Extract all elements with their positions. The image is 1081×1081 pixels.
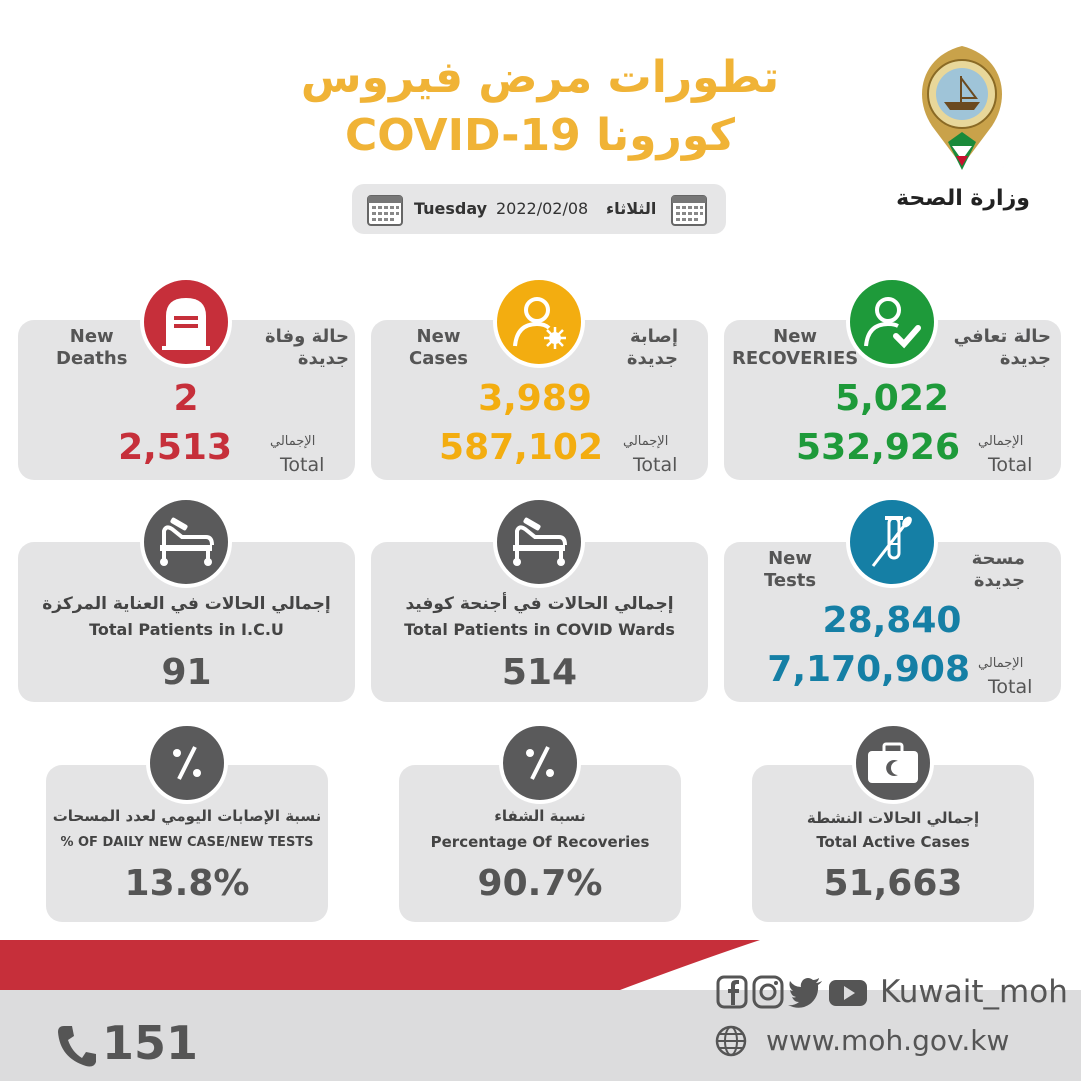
icu-label-en: Total Patients in I.C.U bbox=[89, 620, 284, 639]
date-bar bbox=[352, 184, 726, 234]
twitter-icon[interactable] bbox=[788, 975, 824, 1009]
calendar-icon bbox=[670, 191, 708, 227]
label-ar-line1: إصابة bbox=[630, 326, 678, 347]
label-en-line1: New bbox=[416, 326, 461, 347]
total-label-en: Total bbox=[988, 676, 1033, 698]
facebook-icon[interactable] bbox=[716, 975, 748, 1009]
total-label-ar: الإجمالي bbox=[978, 656, 1024, 671]
label-ar-line1: مسحة bbox=[971, 548, 1025, 569]
label-ar-line2: جديدة bbox=[626, 348, 678, 369]
label-en-line2: RECOVERIES bbox=[732, 348, 859, 369]
medical-bag-icon bbox=[852, 722, 934, 804]
instagram-icon[interactable] bbox=[752, 975, 784, 1009]
hospital-bed-icon bbox=[140, 496, 232, 588]
positivity-value: 13.8% bbox=[124, 863, 250, 904]
day-arabic: الثلاثاء bbox=[606, 199, 657, 218]
calendar-icon bbox=[366, 191, 404, 227]
label-en-line1: New bbox=[768, 548, 813, 569]
total-label-ar: الإجمالي bbox=[978, 434, 1024, 449]
icu-label-ar: إجمالي الحالات في العناية المركزة bbox=[42, 594, 331, 614]
hotline-number[interactable]: 151 bbox=[102, 1016, 199, 1070]
ministry-emblem-icon bbox=[882, 36, 1042, 176]
date-text: 2022/02/08 bbox=[496, 199, 589, 218]
positivity-label-ar: نسبة الإصابات اليومي لعدد المسحات bbox=[52, 807, 322, 825]
label-ar-line1: حالة تعافي bbox=[953, 326, 1051, 347]
active-label-en: Total Active Cases bbox=[816, 833, 970, 851]
label-en-line1: New bbox=[773, 326, 818, 347]
active-value: 51,663 bbox=[823, 863, 963, 904]
total-cases-value: 587,102 bbox=[439, 427, 603, 468]
wards-label-ar: إجمالي الحالات في أجنحة كوفيد bbox=[405, 594, 674, 614]
total-label-ar: الإجمالي bbox=[623, 434, 669, 449]
active-label-ar: إجمالي الحالات النشطة bbox=[806, 809, 980, 827]
percent-icon bbox=[146, 722, 228, 804]
total-tests-value: 7,170,908 bbox=[767, 649, 970, 690]
person-virus-icon bbox=[493, 276, 585, 368]
globe-icon bbox=[714, 1024, 748, 1058]
youtube-icon[interactable] bbox=[828, 975, 868, 1009]
label-en-line2: Cases bbox=[409, 348, 468, 369]
social-handle[interactable]: Kuwait_moh bbox=[880, 974, 1068, 1010]
label-en-line2: Deaths bbox=[56, 348, 128, 369]
total-deaths-value: 2,513 bbox=[118, 427, 232, 468]
ministry-name: وزارة الصحة bbox=[896, 186, 1030, 211]
title-line-1: تطورات مرض فيروس bbox=[300, 52, 780, 103]
percent-icon bbox=[499, 722, 581, 804]
recovery-rate-label-en: Percentage Of Recoveries bbox=[430, 833, 650, 851]
total-recoveries-value: 532,926 bbox=[796, 427, 960, 468]
new-deaths-value: 2 bbox=[173, 378, 199, 419]
total-label-en: Total bbox=[633, 454, 678, 476]
title-line-2: كورونا COVID-19 bbox=[345, 110, 735, 161]
label-ar-line2: جديدة bbox=[973, 570, 1025, 591]
total-label-ar: الإجمالي bbox=[270, 434, 316, 449]
label-ar-line1: حالة وفاة bbox=[264, 326, 349, 347]
positivity-label-en: % OF DAILY NEW CASE/NEW TESTS bbox=[60, 835, 314, 850]
wards-value: 514 bbox=[501, 652, 578, 693]
phone-icon bbox=[56, 1024, 96, 1068]
icu-value: 91 bbox=[161, 652, 212, 693]
recovery-rate-label-ar: نسبة الشفاء bbox=[494, 807, 586, 825]
test-tube-icon bbox=[846, 496, 938, 588]
total-label-en: Total bbox=[988, 454, 1033, 476]
new-tests-value: 28,840 bbox=[822, 600, 962, 641]
tombstone-icon bbox=[140, 276, 232, 368]
website-link[interactable]: www.moh.gov.kw bbox=[766, 1024, 1010, 1057]
new-cases-value: 3,989 bbox=[478, 378, 592, 419]
day-english: Tuesday bbox=[414, 199, 488, 218]
wards-label-en: Total Patients in COVID Wards bbox=[404, 620, 675, 639]
total-label-en: Total bbox=[280, 454, 325, 476]
person-check-icon bbox=[846, 276, 938, 368]
label-ar-line2: جديدة bbox=[999, 348, 1051, 369]
recovery-rate-value: 90.7% bbox=[477, 863, 603, 904]
hospital-bed-icon bbox=[493, 496, 585, 588]
new-recoveries-value: 5,022 bbox=[835, 378, 949, 419]
social-icons bbox=[716, 975, 868, 1011]
label-ar-line2: جديدة bbox=[297, 348, 349, 369]
label-en-line2: Tests bbox=[764, 570, 817, 591]
label-en-line1: New bbox=[69, 326, 114, 347]
